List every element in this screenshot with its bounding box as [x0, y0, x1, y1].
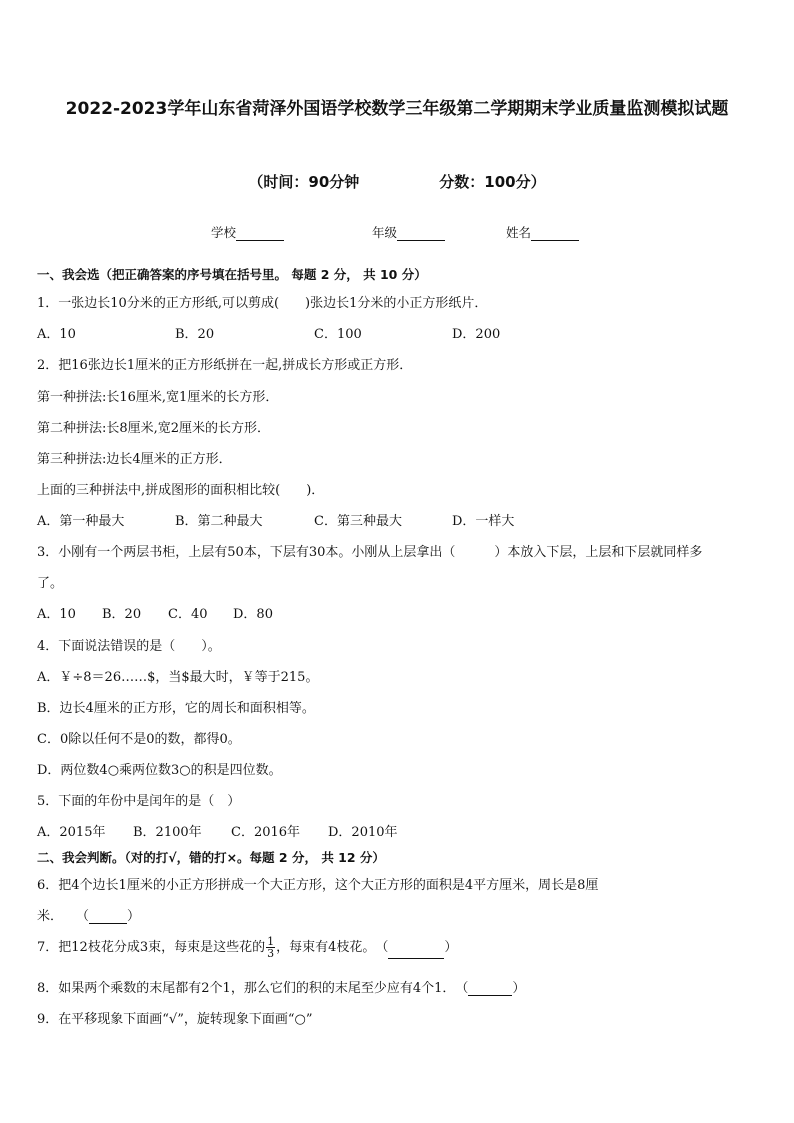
q4-option-c[interactable]: C．0除以任何不是0的数，都得0。 [37, 732, 241, 747]
question-3-cont: 了。 [37, 576, 64, 591]
exam-score: 分数：100分） [439, 173, 546, 191]
q7-text-pre: 7．把12枝花分成3束，每束是这些花的 [37, 940, 266, 955]
grade-label: 年级 [372, 225, 398, 240]
q7-text-post: ，每束有4枝花。 （ [276, 940, 389, 955]
question-9: 9．在平移现象下面画“√”，旋转现象下面画“○” [37, 1012, 313, 1027]
q5-option-c[interactable]: C．2016年 [231, 825, 301, 840]
q5-option-d[interactable]: D．2010年 [328, 825, 398, 840]
question-2-line: 第二种拼法:长8厘米,宽2厘米的长方形． [37, 421, 271, 436]
school-label: 学校 [211, 225, 237, 240]
q2-option-b[interactable]: B．第二种最大 [175, 514, 263, 529]
question-2-line: 第一种拼法:长16厘米,宽1厘米的长方形． [37, 390, 279, 405]
q7-paren: ） [444, 940, 458, 955]
section-heading-1: 一、我会选（把正确答案的序号填在括号里。 每题 2 分， 共 10 分） [37, 267, 427, 282]
q2-option-d[interactable]: D．一样大 [452, 514, 515, 529]
exam-meta [0, 171, 794, 192]
q6-paren: ） [127, 909, 141, 924]
q4-option-a[interactable]: A．￥÷8＝26……$，当$最大时，￥等于215。 [37, 670, 319, 685]
q8-text: 8．如果两个乘数的末尾都有2个1，那么它们的积的末尾至少应有4个1． （ [37, 981, 469, 996]
question-8 [37, 977, 525, 996]
q1-option-b[interactable]: B．20 [175, 327, 215, 342]
q8-answer-blank[interactable] [468, 983, 512, 996]
q3-option-b[interactable]: B．20 [102, 607, 142, 622]
fraction-numerator: 1 [267, 935, 275, 948]
grade-field[interactable] [372, 223, 445, 241]
school-field[interactable] [211, 223, 284, 241]
question-6-cont [37, 905, 140, 924]
question-7 [37, 936, 457, 959]
question-6: 6．把4个边长1厘米的小正方形拼成一个大正方形，这个大正方形的面积是4平方厘米，周长是8厘 [37, 878, 599, 893]
fraction-denominator: 3 [267, 947, 275, 960]
q7-answer-blank[interactable] [388, 946, 444, 959]
q1-option-a[interactable]: A．10 [37, 327, 76, 342]
q6-text: 米． （ [37, 909, 90, 924]
question-5: 5．下面的年份中是闰年的是（ ） [37, 794, 241, 809]
q1-option-c[interactable]: C．100 [314, 327, 362, 342]
question-2-line: 第三种拼法:边长4厘米的正方形． [37, 452, 232, 467]
name-field[interactable] [506, 223, 579, 241]
q4-option-b[interactable]: B．边长4厘米的正方形，它的周长和面积相等。 [37, 701, 315, 716]
question-3: 3．小刚有一个两层书柜，上层有50本，下层有30本。小刚从上层拿出（ ）本放入下层，上层和下层就同样多 [37, 545, 703, 560]
q3-option-c[interactable]: C．40 [168, 607, 208, 622]
exam-time: （时间：90分钟 [248, 173, 360, 191]
q1-option-d[interactable]: D．200 [452, 327, 501, 342]
q3-option-d[interactable]: D．80 [233, 607, 273, 622]
q6-answer-blank[interactable] [89, 911, 127, 924]
q4-option-d[interactable]: D．两位数4○乘两位数3○的积是四位数。 [37, 763, 282, 778]
question-1: 1．一张边长10分米的正方形纸,可以剪成( )张边长1分米的小正方形纸片． [37, 296, 488, 311]
one-third-fraction [266, 936, 275, 959]
section-heading-2: 二、我会判断。（对的打√，错的打×。每题 2 分， 共 12 分） [37, 850, 385, 865]
q8-paren: ） [512, 981, 526, 996]
q5-option-a[interactable]: A．2015年 [37, 825, 106, 840]
question-2: 2．把16张边长1厘米的正方形纸拼在一起,拼成长方形或正方形． [37, 358, 413, 373]
exam-title: 2022-2023学年山东省菏泽外国语学校数学三年级第二学期期末学业质量监测模拟试题 [65, 99, 729, 119]
q2-option-c[interactable]: C．第三种最大 [314, 514, 402, 529]
q3-option-a[interactable]: A．10 [37, 607, 76, 622]
name-label: 姓名 [506, 225, 532, 240]
q2-option-a[interactable]: A．第一种最大 [37, 514, 125, 529]
q5-option-b[interactable]: B．2100年 [133, 825, 202, 840]
question-4: 4．下面说法错误的是（ ）。 [37, 639, 221, 654]
question-2-line: 上面的三种拼法中,拼成图形的面积相比较( )． [37, 483, 325, 498]
